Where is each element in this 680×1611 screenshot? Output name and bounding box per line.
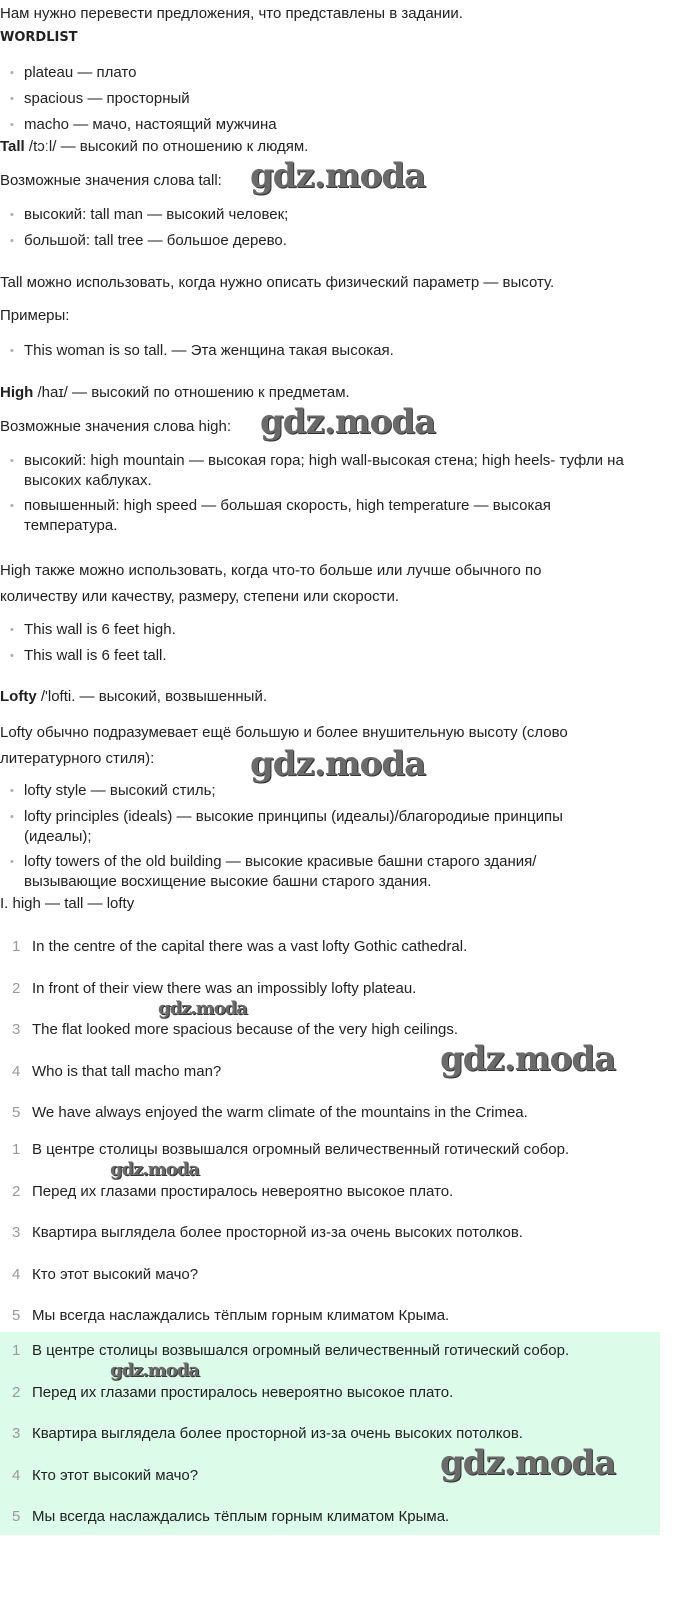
english-sentence	[12, 937, 468, 957]
intro-text: Нам нужно перевести предложения, что представлены в задании.	[0, 5, 463, 22]
item-number: 5	[12, 1307, 21, 1324]
item-number: 3	[12, 1021, 21, 1038]
watermark: gdz.moda	[250, 156, 426, 196]
high-meanings-label: Возможные значения слова high:	[0, 418, 232, 435]
watermark: gdz.moda	[110, 1159, 199, 1180]
watermark: gdz.moda	[440, 1443, 616, 1483]
high-heading	[0, 383, 350, 403]
item-number: 4	[12, 1265, 21, 1283]
sentence-text: Мы всегда наслаждались тёплым горным климатом Крыма.	[32, 1307, 450, 1324]
russian-sentence	[12, 1182, 454, 1202]
exercise-title: I. high — tall — lofty	[0, 895, 135, 912]
lofty-heading	[0, 687, 267, 707]
tall-meaning: • высокий: tall man — высокий человек;	[24, 205, 288, 225]
sentence-text: Квартира выглядела более просторной из-за очень высоких потолков.	[32, 1224, 523, 1241]
lofty-usage: Lofty обычно подразумевает ещё большую и более внушительную высоту (слово литературного стиля):	[0, 724, 568, 767]
item-number: 1	[12, 938, 21, 955]
item-number: 4	[12, 1062, 21, 1080]
lofty-example: • lofty towers of the old building — высокие красивые башни старого здания/ вызывающие восхищение высокие башни старого здания.	[24, 852, 536, 892]
tall-examples-label: Примеры:	[0, 307, 70, 324]
english-sentence	[12, 979, 417, 999]
tall-meaning: • большой: tall tree — большое дерево.	[24, 231, 287, 251]
english-sentence	[12, 1062, 222, 1082]
item-number: 2	[12, 1182, 21, 1200]
sentence-text: We have always enjoyed the warm climate of the mountains in the Crimea.	[32, 1104, 528, 1121]
lofty-example: • lofty style — высокий стиль;	[24, 781, 216, 801]
sentence-text: В центре столицы возвышался огромный величественный готический собор.	[32, 1141, 570, 1158]
high-usage: High также можно использовать, когда что-то больше или лучше обычного по количеству или качеству, размеру, степени или скорости.	[0, 562, 542, 605]
watermark: gdz.moda	[110, 1360, 199, 1381]
russian-sentence	[12, 1140, 570, 1160]
answer-sentence	[12, 1466, 199, 1486]
high-meaning: • повышенный: high speed — большая скорость, high temperature — высокая температура.	[24, 496, 551, 536]
lofty-word: Lofty	[0, 688, 37, 705]
tall-word: Tall	[0, 138, 25, 155]
high-meaning: • высокий: high mountain — высокая гора; high wall-высокая стена; high heels- туфли на высоких каблуках.	[24, 451, 624, 491]
item-number: 1	[12, 1342, 21, 1359]
high-word: High	[0, 384, 34, 401]
high-definition: /haɪ/ — высокий по отношению к предметам.	[33, 384, 350, 401]
high-example: • This wall is 6 feet tall.	[24, 646, 167, 666]
wordlist-title: WORDLIST	[0, 30, 78, 45]
watermark: gdz.moda	[440, 1039, 616, 1079]
russian-sentence	[12, 1306, 450, 1326]
sentence-text: Квартира выглядела более просторной из-за очень высоких потолков.	[32, 1425, 523, 1442]
item-number: 2	[12, 1383, 21, 1401]
sentence-text: Мы всегда наслаждались тёплым горным климатом Крыма.	[32, 1508, 450, 1525]
sentence-text: Перед их глазами простиралось невероятно высокое плато.	[32, 1383, 454, 1401]
watermark: gdz.moda	[158, 998, 247, 1019]
tall-definition: /tɔːl/ — высокий по отношению к людям.	[24, 138, 309, 155]
english-sentence	[12, 1020, 459, 1040]
item-number: 1	[12, 1141, 21, 1158]
tall-meanings-label: Возможные значения слова tall:	[0, 172, 222, 189]
sentence-text: Кто этот высокий мачо?	[32, 1265, 199, 1283]
answer-sentence	[12, 1507, 450, 1527]
sentence-text: Перед их глазами простиралось невероятно высокое плато.	[32, 1182, 454, 1200]
sentence-text: In the centre of the capital there was a vast lofty Gothic cathedral.	[32, 938, 468, 955]
watermark: gdz.moda	[250, 744, 426, 784]
wordlist-item: • spacious — просторный	[24, 89, 190, 109]
answer-sentence	[12, 1383, 454, 1403]
russian-sentence	[12, 1265, 199, 1285]
high-example: • This wall is 6 feet high.	[24, 620, 176, 640]
sentence-text: Кто этот высокий мачо?	[32, 1466, 199, 1484]
item-number: 4	[12, 1466, 21, 1484]
tall-example: • This woman is so tall. — Эта женщина такая высокая.	[24, 341, 394, 361]
item-number: 3	[12, 1224, 21, 1241]
item-number: 3	[12, 1425, 21, 1442]
lofty-definition: /'lofti. — высокий, возвышенный.	[36, 688, 268, 705]
answer-sentence	[12, 1424, 523, 1444]
watermark: gdz.moda	[260, 402, 436, 442]
answer-sentence	[12, 1341, 570, 1361]
sentence-text: Who is that tall macho man?	[32, 1062, 222, 1080]
item-number: 5	[12, 1104, 21, 1121]
sentence-text: The flat looked more spacious because of the very high ceilings.	[32, 1021, 459, 1038]
russian-sentence	[12, 1223, 523, 1243]
lofty-example: • lofty principles (ideals) — высокие принципы (идеалы)/благородиые принципы (идеалы);	[24, 807, 563, 847]
wordlist-item: • plateau — плато	[24, 63, 136, 83]
tall-heading	[0, 137, 308, 157]
item-number: 5	[12, 1508, 21, 1525]
sentence-text: In front of their view there was an impossibly lofty plateau.	[32, 979, 417, 997]
tall-usage: Tall можно использовать, когда нужно описать физический параметр — высоту.	[0, 274, 555, 291]
english-sentence	[12, 1103, 528, 1123]
sentence-text: В центре столицы возвышался огромный величественный готический собор.	[32, 1342, 570, 1359]
item-number: 2	[12, 979, 21, 997]
wordlist-item: • macho — мачо, настоящий мужчина	[24, 115, 277, 135]
